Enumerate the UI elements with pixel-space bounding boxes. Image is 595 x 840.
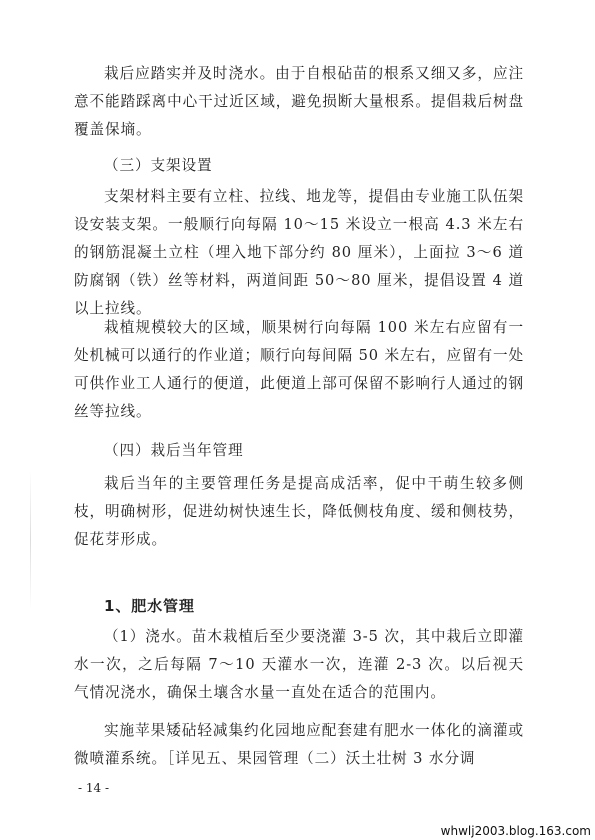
paragraph-work-roads: 栽植规模较大的区域，顺果树行向每隔 100 米左右应留有一处机械可以通行的作业道；顺行向每间隔 50 米左右，应留有一处可供作业工人通行的便道，此便道上部可保留不影响行人通过的钢丝等拉线。 <box>74 319 524 420</box>
paragraph-irrigation: （1）浇水。苗木栽植后至少要浇灌 3-5 次，其中栽后立即灌水一次，之后每隔 7～10 天灌水一次，连灌 2-3 次。以后视天气情况浇水，确保土壤含水量一直处在适合的范围内。 <box>74 628 524 701</box>
blog-watermark: whwlj2003.blog.163.com <box>440 824 591 838</box>
paragraph-watering: 栽后应踏实并及时浇水。由于自根砧苗的根系又细又多，应注意不能踏踩离中心干过近区域，避免损断大量根系。提倡栽后树盘覆盖保墒。 <box>74 65 524 138</box>
heading-fertilizer-water: 1、肥水管理 <box>104 597 195 615</box>
page-number: - 14 - <box>78 781 110 795</box>
heading-first-year-management: （四）栽后当年管理 <box>104 442 244 459</box>
paragraph-first-year-tasks: 栽后当年的主要管理任务是提高成活率，促中干萌生较多侧枝，明确树形，促进幼树快速生长，降低侧枝角度、缓和侧枝势，促花芽形成。 <box>74 475 524 548</box>
paragraph-drip-irrigation: 实施苹果矮砧轻减集约化园地应配套建有肥水一体化的滴灌或微喷灌系统。［详见五、果园管理（二）沃土壮树 3 水分调 <box>74 722 524 767</box>
paragraph-support-materials: 支架材料主要有立柱、拉线、地龙等，提倡由专业施工队伍架设安装支架。一般顺行向每隔 10～15 米设立一根高 4.3 米左右的钢筋混凝土立柱（埋入地下部分约 80 厘米），上面拉 3～6 道防腐钢（铁）丝等材料，两道间距 50～80 厘米，提倡设置 4 道以上拉线。 <box>74 188 524 317</box>
scan-edge-shadow <box>30 470 31 610</box>
heading-support-setup: （三）支架设置 <box>104 157 213 174</box>
